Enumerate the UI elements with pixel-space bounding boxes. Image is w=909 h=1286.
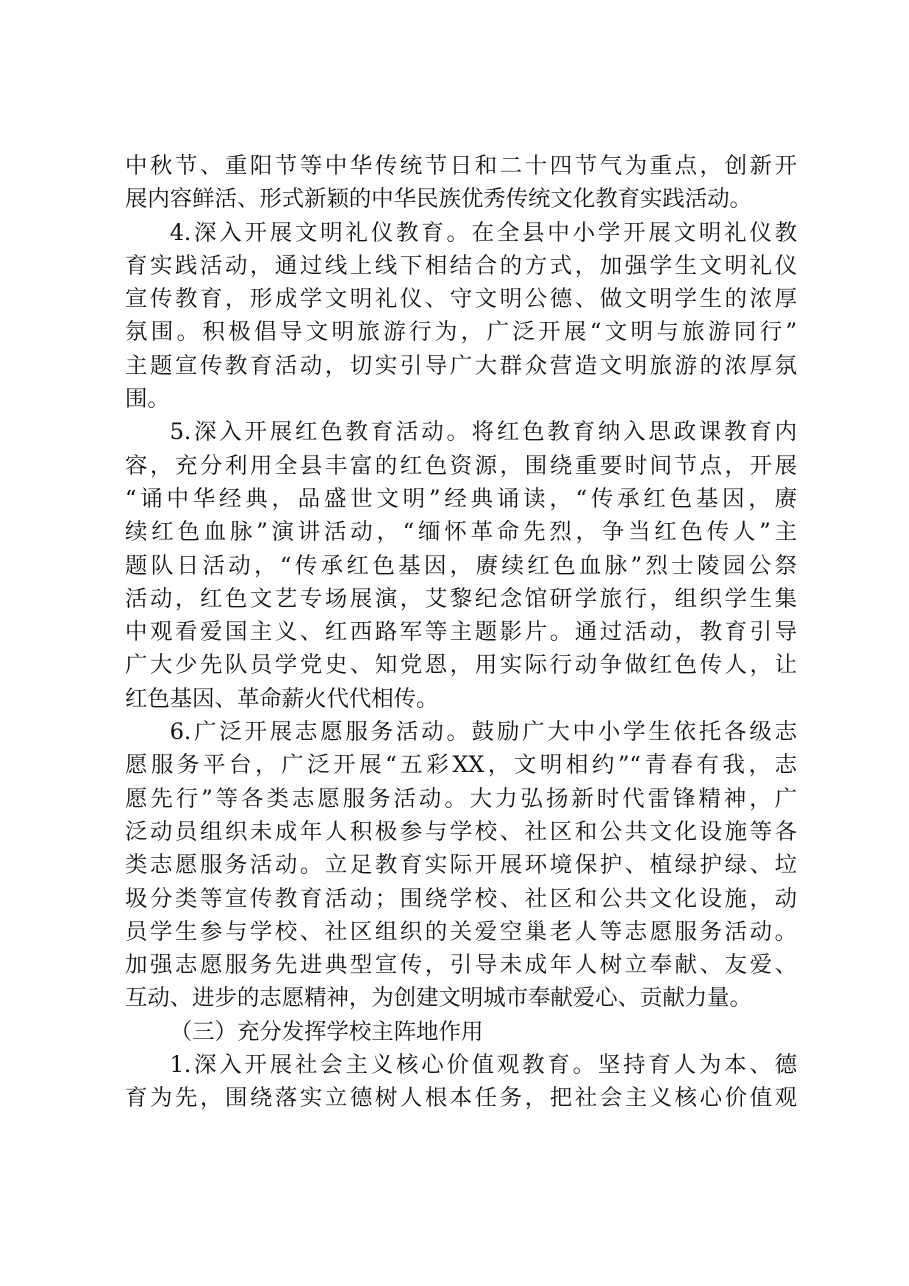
text-line: 愿先行”等各类志愿服务活动。大力弘扬新时代雷锋精神，广 bbox=[125, 785, 797, 812]
text-line: 圾分类等宣传教育活动；围绕学校、社区和公共文化设施，动 bbox=[125, 885, 797, 912]
text-line: 主题宣传教育活动，切实引导广大群众营造文明旅游的浓厚氛 bbox=[125, 352, 797, 379]
text-line: 育为先，围绕落实立德树人根本任务，把社会主义核心价值观 bbox=[125, 1085, 797, 1112]
text-line: 中观看爱国主义、红西路军等主题影片。通过活动，教育引导 bbox=[125, 619, 797, 646]
text-line: 容，充分利用全县丰富的红色资源，围绕重要时间节点，开展 bbox=[125, 452, 797, 479]
text-line: 氛围。积极倡导文明旅游行为，广泛开展“文明与旅游同行” bbox=[125, 319, 797, 346]
text-line: 1.深入开展社会主义核心价值观教育。坚持育人为本、德 bbox=[169, 1052, 797, 1079]
text-line: 加强志愿服务先进典型宣传，引导未成年人树立奉献、友爱、 bbox=[125, 952, 797, 979]
text-line: 泛动员组织未成年人积极参与学校、社区和公共文化设施等各 bbox=[125, 818, 797, 845]
document-body bbox=[125, 150, 797, 1116]
text-line: 互动、进步的志愿精神，为创建文明城市奉献爱心、贡献力量。 bbox=[125, 985, 752, 1012]
text-line: 类志愿服务活动。立足教育实际开展环境保护、植绿护绿、垃 bbox=[125, 852, 797, 879]
text-line: “诵中华经典，品盛世文明”经典诵读，“传承红色基因，赓 bbox=[125, 485, 797, 512]
text-line: 6.广泛开展志愿服务活动。鼓励广大中小学生依托各级志 bbox=[169, 719, 797, 746]
text-line: （三）充分发挥学校主阵地作用 bbox=[169, 1018, 484, 1045]
text-line: 广大少先队员学党史、知党恩，用实际行动争做红色传人，让 bbox=[125, 652, 797, 679]
text-line: 续红色血脉”演讲活动，“缅怀革命先烈，争当红色传人”主 bbox=[125, 519, 797, 546]
text-line: 红色基因、革命薪火代代相传。 bbox=[125, 685, 439, 712]
text-line: 育实践活动，通过线上线下相结合的方式，加强学生文明礼仪 bbox=[125, 252, 797, 279]
text-line: 5.深入开展红色教育活动。将红色教育纳入思政课教育内 bbox=[169, 419, 797, 446]
text-line: 围。 bbox=[125, 386, 170, 413]
text-line: 展内容鲜活、形式新颖的中华民族优秀传统文化教育实践活动。 bbox=[125, 186, 752, 213]
text-line: 员学生参与学校、社区组织的关爱空巢老人等志愿服务活动。 bbox=[125, 918, 797, 945]
text-line: 活动，红色文艺专场展演，艾黎纪念馆研学旅行，组织学生集 bbox=[125, 585, 797, 612]
text-line: 宣传教育，形成学文明礼仪、守文明公德、做文明学生的浓厚 bbox=[125, 286, 797, 313]
text-line: 中秋节、重阳节等中华传统节日和二十四节气为重点，创新开 bbox=[125, 153, 797, 179]
text-line: 愿服务平台，广泛开展“五彩XX，文明相约”“青春有我，志 bbox=[125, 752, 797, 779]
text-line: 4.深入开展文明礼仪教育。在全县中小学开展文明礼仪教 bbox=[169, 219, 797, 246]
text-line: 题队日活动，“传承红色基因，赓续红色血脉”烈士陵园公祭 bbox=[125, 552, 797, 579]
